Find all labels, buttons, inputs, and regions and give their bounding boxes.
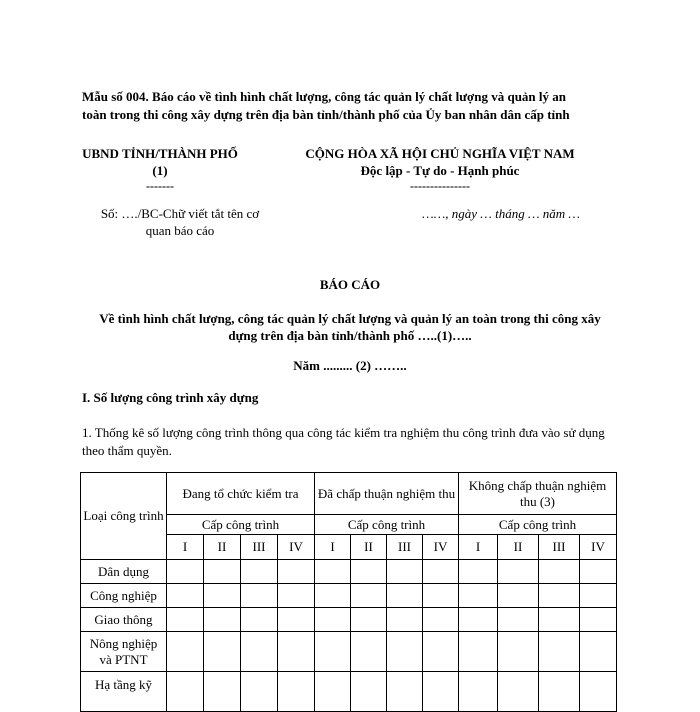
table-cell <box>167 608 204 632</box>
table-cell <box>241 632 278 672</box>
table-cell <box>423 632 459 672</box>
agency-ref: (1) <box>152 163 168 178</box>
level-col-header: IV <box>580 535 617 560</box>
agency-divider: ------- <box>146 179 174 193</box>
paragraph: 1. Thống kê số lượng công trình thông qua công tác kiểm tra nghiệm thu công trình đưa vào sử dụng theo thẩm quyền. <box>82 425 605 458</box>
level-col-header: II <box>498 535 539 560</box>
level-col-header: II <box>204 535 241 560</box>
group-header: Đã chấp thuận nghiệm thu <box>315 473 459 515</box>
agency-name: UBND TỈNH/THÀNH PHỐ <box>82 146 238 161</box>
table-cell <box>204 632 241 672</box>
table-cell <box>539 608 580 632</box>
table-cell <box>241 560 278 584</box>
form-template-note-line1: Mẫu số 004. Báo cáo về tình hình chất lượng, công tác quản lý chất lượng và quản lý an <box>82 89 566 104</box>
table-cell <box>459 584 498 608</box>
report-subtitle-line1: Về tình hình chất lượng, công tác quản lý chất lượng và quản lý an toàn trong thi công xây <box>99 311 601 326</box>
table-cell <box>387 608 423 632</box>
level-header: Cấp công trình <box>167 515 315 535</box>
form-template-note <box>82 88 622 124</box>
table-cell <box>459 672 498 712</box>
level-header: Cấp công trình <box>315 515 459 535</box>
table-cell <box>204 584 241 608</box>
table-cell <box>315 560 351 584</box>
table-cell <box>459 560 498 584</box>
table-cell <box>387 672 423 712</box>
table-cell <box>580 632 617 672</box>
table-cell <box>315 584 351 608</box>
table-cell <box>580 672 617 712</box>
level-col-header: III <box>241 535 278 560</box>
table-cell <box>351 672 387 712</box>
level-col-header: II <box>351 535 387 560</box>
level-col-header: IV <box>423 535 459 560</box>
level-col-header: IV <box>278 535 315 560</box>
group-header: Không chấp thuận nghiệm thu (3) <box>459 473 617 515</box>
row-label: Hạ tầng kỹ <box>81 672 167 712</box>
nation-motto: Độc lập - Tự do - Hạnh phúc <box>360 163 520 178</box>
table-cell <box>241 672 278 712</box>
table-cell <box>498 608 539 632</box>
table-cell <box>423 560 459 584</box>
report-title: BÁO CÁO <box>319 277 381 292</box>
table-cell <box>278 608 315 632</box>
agency-block <box>80 145 240 193</box>
table-cell <box>423 608 459 632</box>
table-cell <box>351 608 387 632</box>
table-cell <box>278 632 315 672</box>
table-cell <box>315 632 351 672</box>
table-cell <box>459 632 498 672</box>
table-cell <box>204 608 241 632</box>
nation-title: CỘNG HÒA XÃ HỘI CHỦ NGHĨA VIỆT NAM <box>305 146 575 161</box>
table-cell <box>539 672 580 712</box>
table-cell <box>580 584 617 608</box>
table-cell <box>315 672 351 712</box>
table-cell <box>387 632 423 672</box>
table-cell <box>204 672 241 712</box>
level-col-header: I <box>167 535 204 560</box>
table-row <box>81 632 617 672</box>
statistics-table <box>80 472 617 712</box>
table-cell <box>498 584 539 608</box>
table-cell <box>278 672 315 712</box>
date-line: ……, ngày … tháng … năm … <box>422 206 580 221</box>
level-col-header: I <box>459 535 498 560</box>
table-cell <box>580 608 617 632</box>
row-label: Công nghiệp <box>81 584 167 608</box>
table-cell <box>498 560 539 584</box>
form-template-note-line2: toàn trong thi công xây dựng trên địa bàn tỉnh/thành phố của Ủy ban nhân dân cấp tỉnh <box>82 107 570 122</box>
nation-block <box>270 145 610 193</box>
table-cell <box>498 632 539 672</box>
report-year: Năm ......... (2) …….. <box>293 358 407 373</box>
group-header: Đang tổ chức kiểm tra <box>167 473 315 515</box>
table-cell <box>423 584 459 608</box>
document-number-line2: quan báo cáo <box>145 223 215 238</box>
level-col-header: III <box>539 535 580 560</box>
section-heading: I. Số lượng công trình xây dựng <box>82 390 259 405</box>
table-cell <box>539 632 580 672</box>
table-row <box>81 672 617 712</box>
document-number <box>80 205 280 239</box>
table-cell <box>204 560 241 584</box>
table-row <box>81 560 617 584</box>
table-cell <box>498 672 539 712</box>
table-cell <box>278 584 315 608</box>
level-col-header: I <box>315 535 351 560</box>
table-cell <box>580 560 617 584</box>
table-row <box>81 584 617 608</box>
row-label: Nông nghiệp và PTNT <box>81 632 167 672</box>
table-cell <box>167 632 204 672</box>
table-cell <box>351 560 387 584</box>
table-cell <box>387 560 423 584</box>
table-cell <box>167 560 204 584</box>
row-header-cell: Loại công trình <box>81 473 167 560</box>
report-subtitle <box>82 310 618 344</box>
table-cell <box>315 608 351 632</box>
table-row <box>81 608 617 632</box>
table-cell <box>278 560 315 584</box>
table-cell <box>539 584 580 608</box>
level-header: Cấp công trình <box>459 515 617 535</box>
report-subtitle-line2: dựng trên địa bàn tỉnh/thành phố …..(1)….. <box>228 328 472 343</box>
row-label: Dân dụng <box>81 560 167 584</box>
table-cell <box>241 584 278 608</box>
nation-divider: --------------- <box>410 179 470 193</box>
table-cell <box>539 560 580 584</box>
document-number-line1: Số: …./BC-Chữ viết tắt tên cơ <box>100 206 260 221</box>
row-label: Giao thông <box>81 608 167 632</box>
table-cell <box>351 584 387 608</box>
table-cell <box>351 632 387 672</box>
table-cell <box>423 672 459 712</box>
table-cell <box>167 584 204 608</box>
table-cell <box>167 672 204 712</box>
table-cell <box>241 608 278 632</box>
table-cell <box>459 608 498 632</box>
level-col-header: III <box>387 535 423 560</box>
table-cell <box>387 584 423 608</box>
